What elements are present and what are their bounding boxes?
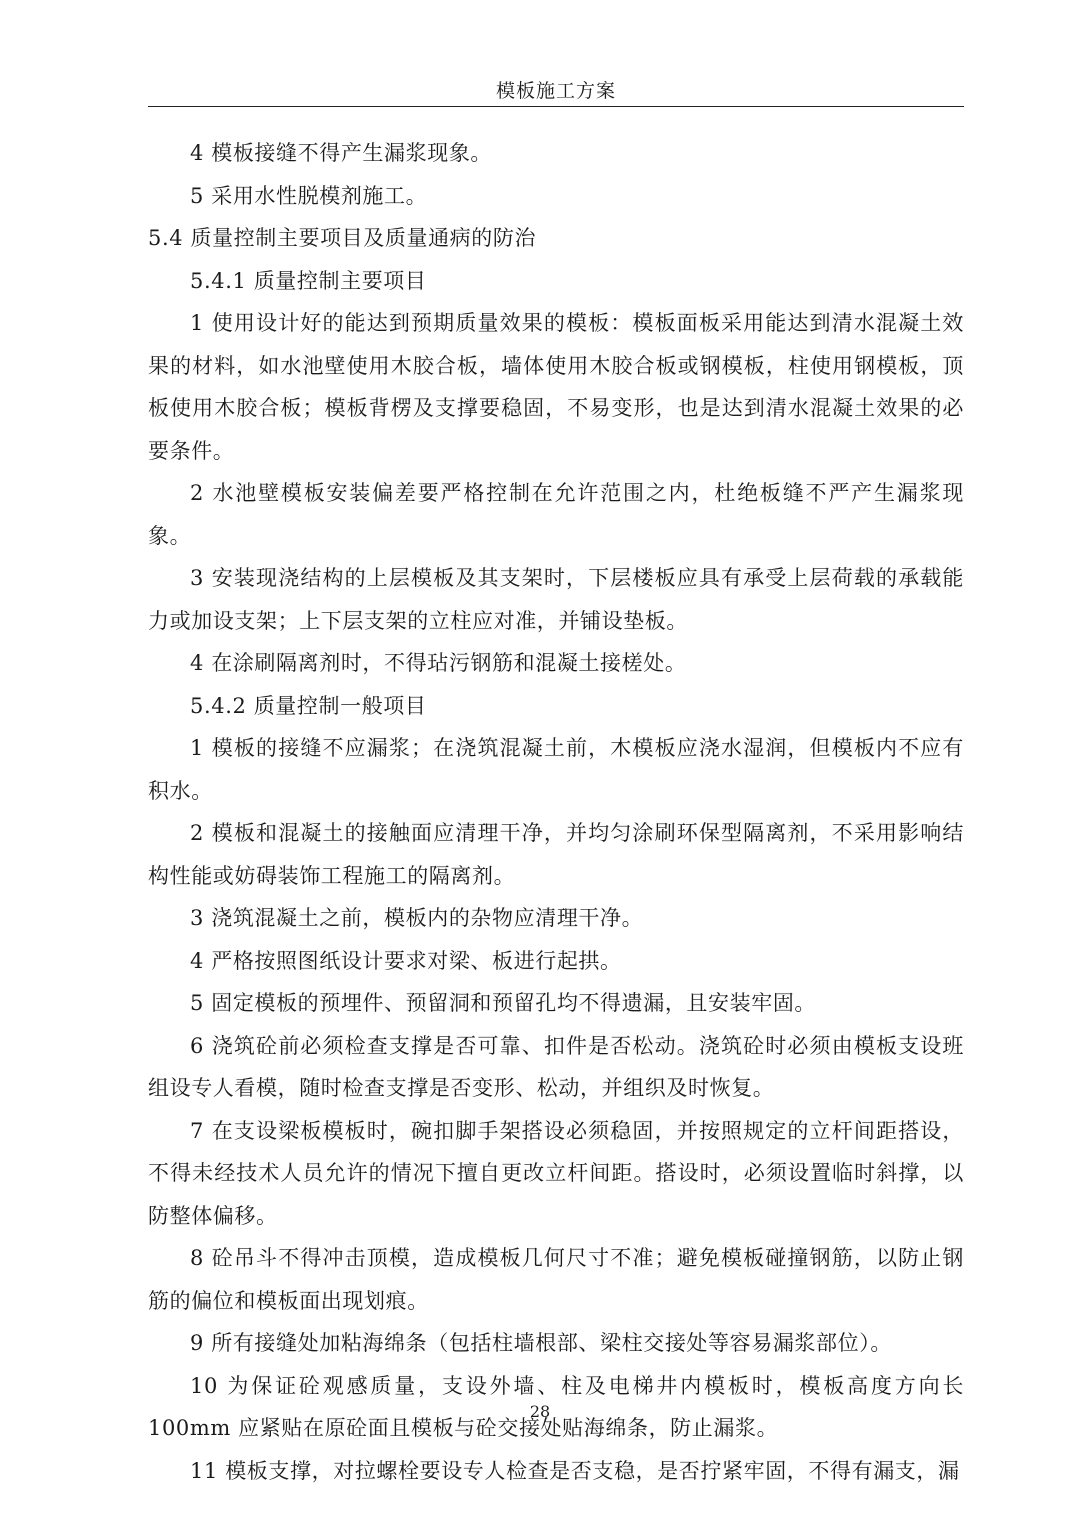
paragraph: 3 安装现浇结构的上层模板及其支架时，下层楼板应具有承受上层荷载的承载能力或加设支架；上下层支架的立柱应对准，并铺设垫板。 xyxy=(148,566,964,633)
page-number: 28 xyxy=(529,1402,551,1421)
paragraph: 4 严格按照图纸设计要求对梁、板进行起拱。 xyxy=(190,948,622,973)
page-header xyxy=(148,70,964,107)
paragraph: 5 采用水性脱模剂施工。 xyxy=(190,183,428,208)
paragraph: 1 模板的接缝不应漏浆；在浇筑混凝土前，木模板应浇水湿润，但模板内不应有积水。 xyxy=(148,736,964,803)
header-title: 模板施工方案 xyxy=(495,80,616,102)
paragraph: 11 模板支撑，对拉螺栓要设专人检查是否支稳，是否拧紧牢固，不得有漏支，漏 xyxy=(190,1458,960,1483)
document-body xyxy=(148,132,964,1492)
paragraph: 4 在涂刷隔离剂时，不得玷污钢筋和混凝土接槎处。 xyxy=(190,651,687,675)
paragraph: 3 浇筑混凝土之前，模板内的杂物应清理干净。 xyxy=(190,906,644,930)
paragraph: 1 使用设计好的能达到预期质量效果的模板：模板面板采用能达到清水混凝土效果的材料，如水池壁使用木胶合板，墙体使用木胶合板或钢模板，柱使用钢模板，顶板使用木胶合板；模板背楞及支撑要稳固，不易变形，也是达到清水混凝土效果的必要条件。 xyxy=(148,311,964,463)
paragraph: 4 模板接缝不得产生漏浆现象。 xyxy=(190,141,493,165)
subsection-heading: 5.4.1 质量控制主要项目 xyxy=(190,268,427,293)
paragraph: 9 所有接缝处加粘海绵条（包括柱墙根部、梁柱交接处等容易漏浆部位）。 xyxy=(190,1331,892,1355)
paragraph: 10 为保证砼观感质量，支设外墙、柱及电梯井内模板时，模板高度方向长 100mm 应紧贴在原砼面且模板与砼交接处贴海绵条，防止漏浆。 xyxy=(148,1373,964,1440)
paragraph: 7 在支设梁板模板时，碗扣脚手架搭设必须稳固，并按照规定的立杆间距搭设，不得未经技术人员允许的情况下擅自更改立杆间距。搭设时，必须设置临时斜撑，以防整体偏移。 xyxy=(148,1118,964,1228)
section-heading: 5.4 质量控制主要项目及质量通病的防治 xyxy=(148,226,537,250)
paragraph: 6 浇筑砼前必须检查支撑是否可靠、扣件是否松动。浇筑砼时必须由模板支设班组设专人看模，随时检查支撑是否变形、松动，并组织及时恢复。 xyxy=(148,1033,964,1100)
paragraph: 8 砼吊斗不得冲击顶模，造成模板几何尺寸不准；避免模板碰撞钢筋，以防止钢筋的偏位和模板面出现划痕。 xyxy=(148,1246,964,1313)
paragraph: 2 模板和混凝土的接触面应清理干净，并均匀涂刷环保型隔离剂，不采用影响结构性能或妨碍装饰工程施工的隔离剂。 xyxy=(148,821,964,888)
paragraph: 2 水池壁模板安装偏差要严格控制在允许范围之内，杜绝板缝不严产生漏浆现象。 xyxy=(148,481,964,548)
paragraph: 5 固定模板的预埋件、预留洞和预留孔均不得遗漏，且安装牢固。 xyxy=(190,991,817,1015)
subsection-heading: 5.4.2 质量控制一般项目 xyxy=(190,693,427,718)
